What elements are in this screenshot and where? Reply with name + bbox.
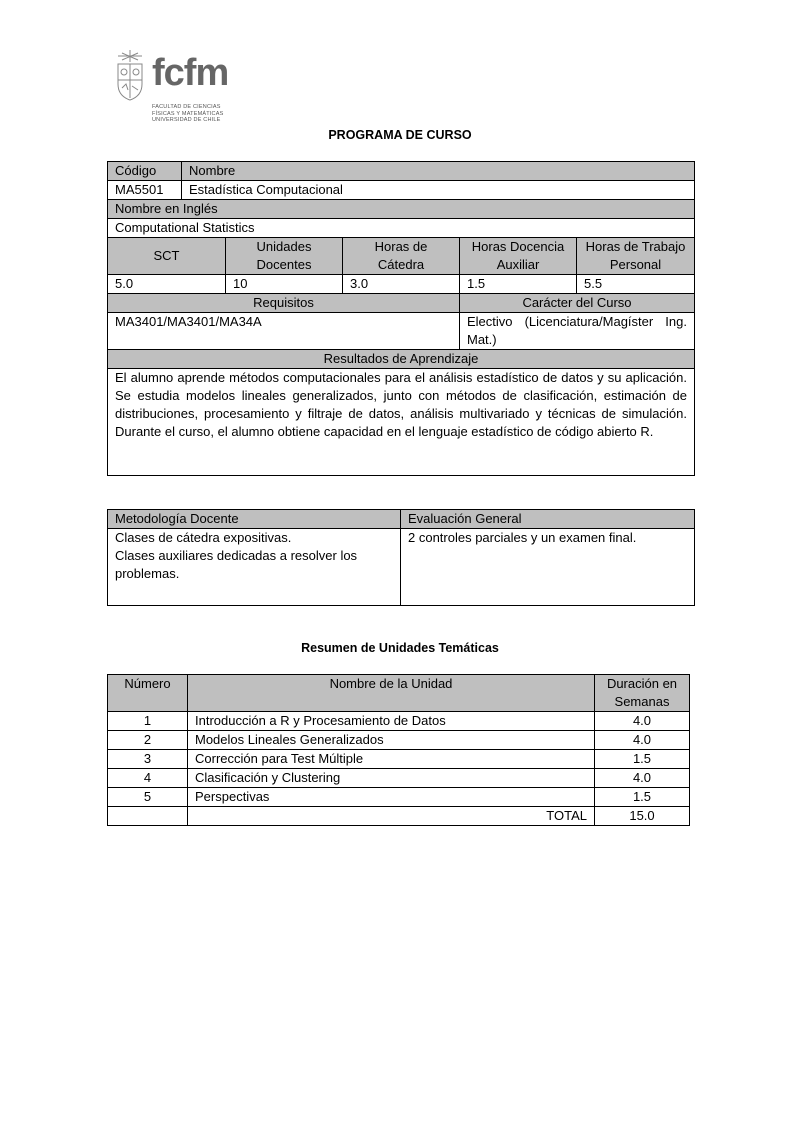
unit-number: 5 — [108, 788, 188, 807]
university-shield-icon — [112, 48, 148, 102]
duracion-header: Duración en Semanas — [595, 675, 690, 712]
caracter-header: Carácter del Curso — [460, 294, 695, 313]
total-label: TOTAL — [188, 807, 595, 826]
course-code: MA5501 — [108, 181, 182, 200]
unit-number: 1 — [108, 712, 188, 731]
catedra-header: Horas de Cátedra — [343, 238, 460, 275]
units-table — [107, 674, 690, 826]
unit-weeks: 4.0 — [595, 731, 690, 750]
table-row — [108, 769, 690, 788]
requisitos-header: Requisitos — [108, 294, 460, 313]
name-header: Nombre — [182, 162, 695, 181]
unit-weeks: 4.0 — [595, 769, 690, 788]
unit-weeks: 1.5 — [595, 788, 690, 807]
caracter-value: Electivo (Licenciatura/Magíster Ing. Mat.) — [460, 313, 695, 350]
resultados-header: Resultados de Aprendizaje — [108, 350, 695, 369]
unit-name: Introducción a R y Procesamiento de Datos — [188, 712, 595, 731]
catedra-value: 3.0 — [343, 275, 460, 294]
table-row — [108, 788, 690, 807]
fcfm-logo — [112, 46, 242, 130]
unit-number: 3 — [108, 750, 188, 769]
unit-name: Corrección para Test Múltiple — [188, 750, 595, 769]
requisitos-value: MA3401/MA3401/MA34A — [108, 313, 460, 350]
units-title: Resumen de Unidades Temáticas — [301, 641, 499, 655]
unit-weeks: 4.0 — [595, 712, 690, 731]
english-name-header: Nombre en Inglés — [108, 200, 695, 219]
resultados-text: El alumno aprende métodos computacionales para el análisis estadístico de datos y su aplicación. Se estudia modelos lineales generalizados, junto con métodos de clasificación, estimación de distribuciones, procesamiento y filtraje de datos, análisis multivariado y técnicas de simulación. Durante el curso, el alumno obtiene capacidad en el lenguaje estadístico de código abierto R. — [108, 369, 695, 476]
english-name: Computational Statistics — [108, 219, 695, 238]
unit-number: 2 — [108, 731, 188, 750]
unit-weeks: 1.5 — [595, 750, 690, 769]
table-row — [108, 712, 690, 731]
metodologia-header: Metodología Docente — [108, 510, 401, 529]
nombre-unidad-header: Nombre de la Unidad — [188, 675, 595, 712]
code-header: Código — [108, 162, 182, 181]
personal-header: Horas de Trabajo Personal — [577, 238, 695, 275]
course-info-table — [107, 161, 695, 476]
page-title: PROGRAMA DE CURSO — [328, 128, 472, 142]
auxiliar-value: 1.5 — [460, 275, 577, 294]
unit-name: Modelos Lineales Generalizados — [188, 731, 595, 750]
unit-name: Clasificación y Clustering — [188, 769, 595, 788]
sct-value: 5.0 — [108, 275, 226, 294]
course-name: Estadística Computacional — [182, 181, 695, 200]
auxiliar-header: Horas Docencia Auxiliar — [460, 238, 577, 275]
sct-header: SCT — [108, 238, 226, 275]
table-row — [108, 731, 690, 750]
total-row — [108, 807, 690, 826]
table-row — [108, 750, 690, 769]
numero-header: Número — [108, 675, 188, 712]
logo-subtitle: FACULTAD DE CIENCIAS FÍSICAS Y MATEMÁTICAS UNIVERSIDAD DE CHILE — [152, 104, 224, 123]
metodologia-text: Clases de cátedra expositivas. Clases auxiliares dedicadas a resolver los problemas. — [108, 529, 401, 606]
logo-wordmark: fcfm — [152, 52, 229, 94]
unit-number: 4 — [108, 769, 188, 788]
unit-name: Perspectivas — [188, 788, 595, 807]
metodologia-table — [107, 509, 695, 606]
unidades-header: Unidades Docentes — [226, 238, 343, 275]
total-value: 15.0 — [595, 807, 690, 826]
evaluacion-header: Evaluación General — [401, 510, 695, 529]
personal-value: 5.5 — [577, 275, 695, 294]
unidades-value: 10 — [226, 275, 343, 294]
evaluacion-text: 2 controles parciales y un examen final. — [401, 529, 695, 606]
